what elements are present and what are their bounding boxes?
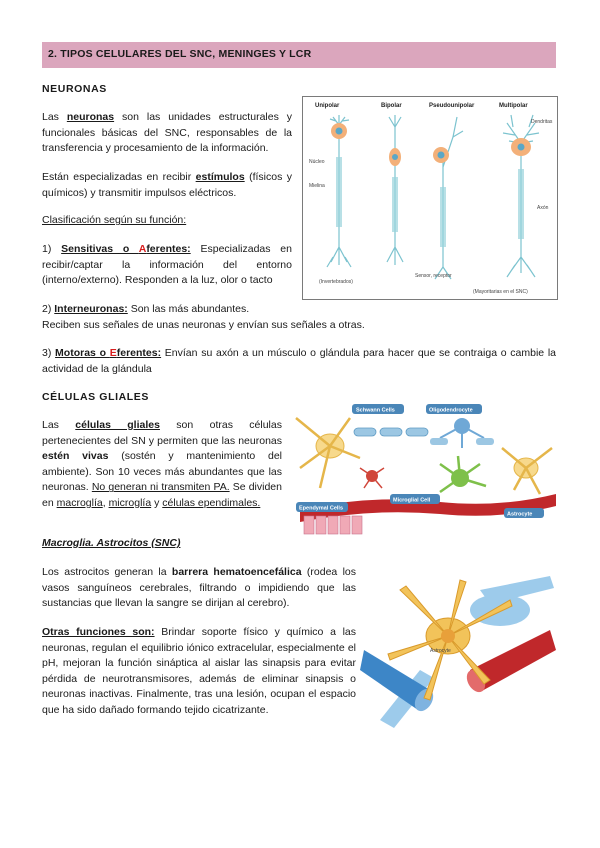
title-multipolar: Multipolar bbox=[499, 103, 528, 109]
oligodendrocyte bbox=[430, 418, 494, 448]
title-pseudounipolar: Pseudounipolar bbox=[429, 103, 475, 109]
glia-labels bbox=[296, 404, 544, 518]
label-nucleo: Núcleo bbox=[309, 159, 325, 165]
label-axon: Axón bbox=[537, 205, 549, 211]
label-oligodendrocyte: Oligodendrocyte bbox=[429, 407, 473, 414]
bipolar-neuron bbox=[387, 115, 403, 265]
multipolar-neuron bbox=[503, 115, 539, 277]
astrocyte-right bbox=[502, 448, 552, 494]
title-unipolar: Unipolar bbox=[315, 103, 340, 109]
glial-cells-figure bbox=[290, 398, 556, 536]
macroglia-funciones: Otras funciones son: Brindar soporte físico y químico a las neuronas, regulan el equilibrio iónico extracelular, especialmente el pH, mejoran la función sináptica al aislar las sinapsis para evitar pérdida de neurotransmisores, además de eliminar sinapsis o neuronas inactivas. Finalmente, tras una lesión, ocupan el espacio que ha sido dañado formando tejido cicatrizante. bbox=[42, 626, 357, 716]
item-interneuronas: 2) Interneuronas: Son las más abundantes. Reciben sus señales de unas neuronas y envían sus señales a otras. bbox=[42, 303, 365, 331]
item-motoras: 3) Motoras o Eferentes: Envían su axón a un músculo o glándula para hacer que se contraiga o cambie la actividad de la glándula bbox=[42, 347, 556, 375]
label-sensor: Sensor, receptor bbox=[415, 273, 452, 279]
item-sensitivas: 1) Sensitivas o Aferentes: Especializadas en recibir/captar la información del entorno (interno/externo). Responden a la luz, olor o tacto bbox=[42, 243, 292, 287]
neuron-types-diagram bbox=[303, 97, 557, 299]
neuronas-heading: NEURONAS bbox=[42, 83, 107, 95]
title-bipolar: Bipolar bbox=[381, 103, 402, 109]
schwann-cells bbox=[354, 428, 428, 436]
neuron-types-figure bbox=[302, 96, 558, 300]
clasificacion-title: Clasificación según su función: bbox=[42, 214, 187, 226]
neuronas-intro: Las neuronas son las unidades estructurales y funcionales básicas del SNC, responsables de la transferencia y procesamiento de la información. bbox=[42, 111, 292, 155]
keyword-neuronas: neuronas bbox=[66, 111, 115, 123]
label-astrocyte: Astrocyte bbox=[507, 511, 533, 518]
blood-vessel-red bbox=[463, 630, 556, 695]
caption-snc: (Mayoritarias en el SNC) bbox=[473, 289, 528, 295]
section-title: 2. TIPOS CELULARES DEL SNC, MENINGES Y LCR bbox=[48, 48, 312, 60]
ependymal-cells bbox=[304, 516, 362, 534]
neuronas-estimulos: Están especializadas en recibir estímulos (físicos y químicos) y transmitir impulsos eléctricos. bbox=[42, 171, 292, 199]
microglial-cell bbox=[440, 456, 486, 492]
label-ependymal: Ependymal Cells bbox=[299, 505, 344, 512]
section-banner bbox=[42, 42, 556, 68]
label-microglial: Microglial Cell bbox=[393, 497, 431, 504]
macroglia-bhe: Los astrocitos generan la barrera hematoencefálica (rodea los vasos sanguíneos cerebrales, filtrando o impidiendo que las sustancias que llevan la sangre se dirijan al cerebro). bbox=[42, 566, 357, 610]
caption-invertebrados: (Invertebrados) bbox=[319, 279, 353, 285]
pseudounipolar-neuron bbox=[433, 117, 463, 279]
astrocyte-figure bbox=[360, 570, 556, 730]
label-dendritas: Dendritas bbox=[531, 119, 553, 125]
label-mielina: Mielina bbox=[309, 183, 325, 189]
macroglia-heading: Macroglia. Astrocitos (SNC) bbox=[42, 537, 181, 549]
gliales-heading: CÉLULAS GLIALES bbox=[42, 391, 150, 403]
unipolar-neuron bbox=[327, 115, 351, 267]
glial-cells-diagram bbox=[290, 398, 556, 536]
label-astrocyte-fig: Astrocyte bbox=[430, 648, 451, 654]
astrocyte-nucleus bbox=[441, 629, 455, 643]
astrocyte-left bbox=[296, 418, 360, 488]
microglia-small bbox=[360, 468, 384, 488]
keyword-estimulos: estímulos bbox=[195, 171, 245, 183]
label-schwann: Schwann Cells bbox=[356, 407, 395, 414]
astrocyte-diagram bbox=[360, 570, 556, 730]
gliales-paragraph: Las células gliales son otras células pertenecientes del SN y permiten que las neuronas estén vivas (sostén y mantenimiento del ambiente). Son 10 veces más abundantes que las neuronas. No generan ni transmiten PA. Se dividen en macroglía, microglía y células ependimales. bbox=[42, 419, 282, 509]
